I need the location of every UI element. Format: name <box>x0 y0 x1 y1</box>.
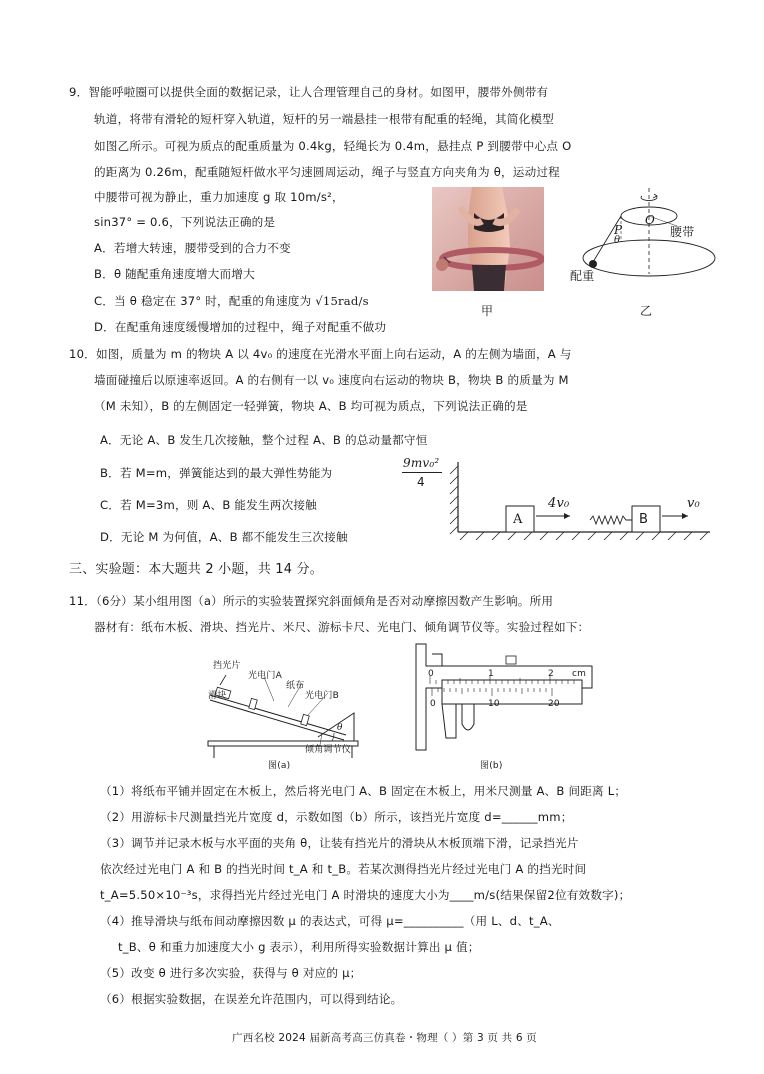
q9-option-c <box>94 293 369 309</box>
label-angle-adjuster: 倾角调节仪 <box>305 745 352 755</box>
label-gate-a: 光电门A <box>248 671 282 681</box>
label-slider: 滑块 <box>208 691 227 701</box>
label-shade-piece: 挡光片 <box>213 661 241 671</box>
q11-line-1: 11．（6分）某小组用图（a）所示的实验装置探究斜面倾角是否对动摩擦因数产生影响。所用 <box>69 594 554 608</box>
q9-option-c-value: √15rad/s <box>315 294 369 308</box>
q10-option-b: B．若 M=m，弹簧能达到的最大弹性势能为 <box>100 466 333 480</box>
label-figa-theta: θ <box>337 723 343 733</box>
page-footer: 广西名校 2024 届新高考高三仿真卷・物理（ ）第 3 页 共 6 页 <box>232 1032 537 1044</box>
q9-line-1: 9．智能呼啦圈可以提供全面的数据记录，让人合理管理自己的身材。如图甲，腰带外侧带有 <box>69 85 549 99</box>
blocks-diagram <box>448 458 718 544</box>
main-scale-unit: cm <box>572 669 587 679</box>
label-gate-b: 光电门B <box>305 691 339 701</box>
block-b-label: B <box>639 512 649 527</box>
point-p-label: P <box>614 223 623 237</box>
belt-label: 腰带 <box>670 225 695 239</box>
q10-option-b-denominator: 4 <box>417 475 425 489</box>
velocity-v0-label: v₀ <box>687 496 700 511</box>
q10-option-a: A．无论 A、B 发生几次接触，整个过程 A、B 的总动量都守恒 <box>100 433 428 447</box>
q10-line-3: （M 未知），B 的左侧固定一轻弹簧，物块 A、B 均可视为质点，下列说法正确的是 <box>94 399 528 413</box>
hula-hoop-diagram <box>560 186 720 318</box>
q11-step-4-line-2: t_B、θ 和重力加速度大小 g 表示），利用所得实验数据计算出 μ 值； <box>118 940 480 954</box>
section-3-heading: 三、实验题：本大题共 2 小题，共 14 分。 <box>69 562 323 577</box>
figure-a-caption: 图(a) <box>268 761 291 771</box>
figure-b-caption: 图(b) <box>480 761 503 771</box>
hula-hoop-photo <box>432 187 544 291</box>
q9-line-3: 如图乙所示。可视为质点的配重质量为 0.4kg，轻绳长为 0.4m，悬挂点 P 到腰带中心点 O <box>94 139 572 153</box>
main-scale-tick-0: 0 <box>428 669 434 679</box>
q11-step-4-line-1: （4）推导滑块与纸布间动摩擦因数 μ 的表达式，可得 μ=__________（用 L、d、t_A、 <box>100 914 560 928</box>
vernier-tick-0: 0 <box>430 699 436 709</box>
vernier-tick-10: 10 <box>488 699 500 709</box>
main-scale-tick-2: 2 <box>548 669 554 679</box>
q10-option-d: D．无论 M 为何值，A、B 都不能发生三次接触 <box>100 530 348 544</box>
q9-option-a: A．若增大转速，腰带受到的合力不变 <box>94 241 291 255</box>
q9-option-b: B．θ 随配重角速度增大而增大 <box>94 267 255 281</box>
block-a-label: A <box>513 512 523 527</box>
q10-line-1: 10．如图，质量为 m 的物块 A 以 4v₀ 的速度在光滑水平面上向右运动，A 的左侧为墙面，A 与 <box>69 347 572 361</box>
q11-step-2: （2）用游标卡尺测量挡光片宽度 d，示数如图（b）所示，该挡光片宽度 d=______mm； <box>100 810 573 824</box>
q11-step-1: （1）将纸布平铺并固定在木板上，然后将光电门 A、B 固定在木板上，用米尺测量 A、B 间距离 L； <box>100 784 627 798</box>
q10-line-2: 墙面碰撞后以原速率返回。A 的右侧有一以 v₀ 速度向右运动的物块 B，物块 B 的质量为 M <box>94 373 569 387</box>
q10-option-b-numerator: 9mv₀² <box>403 456 440 470</box>
q9-line-2: 轨道，将带有滑轮的短杆穿入轨道，短杆的另一端悬挂一根带有配重的轻绳，其简化模型 <box>94 112 554 126</box>
q9-line-5: 中腰带可视为静止，重力加速度 g 取 10m/s²， <box>94 190 344 204</box>
figure-jia-label: 甲 <box>481 304 494 318</box>
q10-option-c: C．若 M=3m，则 A、B 能发生两次接触 <box>100 498 317 512</box>
q9-option-d: D．在配重角速度缓慢增加的过程中，绳子对配重不做功 <box>94 320 387 334</box>
figure-yi-label: 乙 <box>640 304 653 318</box>
q9-option-c-text: C．当 θ 稳定在 37° 时，配重的角速度为 <box>94 294 312 308</box>
q11-step-3-line-3: t_A=5.50×10⁻³s，求得挡光片经过光电门 A 时滑块的速度大小为____m/s(结果保留2位有效数字)； <box>100 888 631 902</box>
point-o-label: O <box>645 213 656 227</box>
velocity-4v0-label: 4v₀ <box>548 496 570 511</box>
label-cloth: 纸布 <box>286 681 305 691</box>
q11-step-5: （5）改变 θ 进行多次实验，获得与 θ 对应的 μ； <box>100 966 362 980</box>
angle-theta-label: θ <box>614 235 621 246</box>
weight-label: 配重 <box>570 269 595 283</box>
q11-step-3-line-1: （3）调节并记录木板与水平面的夹角 θ，让装有挡光片的滑块从木板顶端下滑，记录挡光片 <box>100 836 579 850</box>
vernier-tick-20: 20 <box>548 699 560 709</box>
q11-step-6: （6）根据实验数据，在误差允许范围内，可以得到结论。 <box>100 992 403 1006</box>
q11-line-2: 器材有：纸布木板、滑块、挡光片、米尺、游标卡尺、光电门、倾角调节仪等。实验过程如下： <box>94 620 590 634</box>
q11-step-3-line-2: 依次经过光电门 A 和 B 的挡光时间 t_A 和 t_B。若某次测得挡光片经过光电门 A 的挡光时间 <box>100 862 587 876</box>
fraction-bar <box>402 472 442 473</box>
q9-line-6: sin37° = 0.6，下列说法正确的是 <box>94 215 276 229</box>
main-scale-tick-1: 1 <box>488 669 494 679</box>
q9-line-4: 的距离为 0.26m，配重随短杆做水平匀速圆周运动，绳子与竖直方向夹角为 θ，运动过程 <box>94 165 560 179</box>
